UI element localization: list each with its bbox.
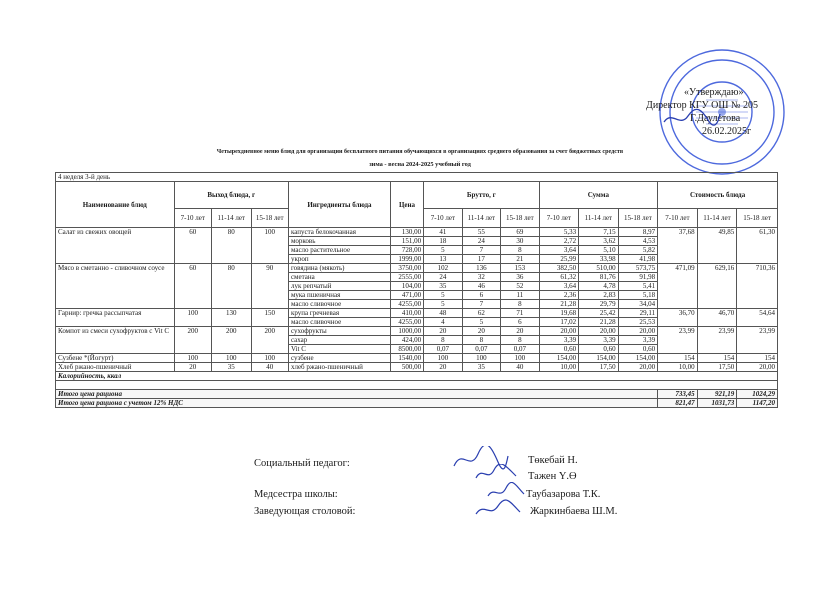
table-row bbox=[56, 363, 778, 372]
ingredient-name: мука пшеничная bbox=[288, 291, 390, 300]
dish-cost: 17,50 bbox=[697, 363, 737, 372]
sum-value: 5,33 bbox=[539, 228, 579, 237]
brutto-value: 100 bbox=[501, 354, 539, 363]
sum-value: 382,50 bbox=[539, 264, 579, 273]
dish-name: Сузбене *(Йогурт) bbox=[56, 354, 175, 363]
week-label: 4 неделя 3-й день bbox=[56, 173, 778, 182]
header-age: 11-14 лет bbox=[579, 209, 619, 228]
header-dish: Наименование блюд bbox=[56, 182, 175, 228]
canteen-head-label: Заведующая столовой: bbox=[254, 506, 356, 517]
dish-name: Хлеб ржано-пшеничный bbox=[56, 363, 175, 372]
brutto-value: 21 bbox=[501, 255, 539, 264]
dish-output: 100 bbox=[251, 354, 288, 363]
dish-output: 100 bbox=[174, 309, 211, 327]
brutto-value: 41 bbox=[424, 228, 462, 237]
ingredient-name: капуста белокочанная bbox=[288, 228, 390, 237]
sum-value: 510,00 bbox=[579, 264, 619, 273]
total-label: Итого цена рациона bbox=[56, 390, 658, 399]
ingredient-name: сухофрукты bbox=[288, 327, 390, 336]
brutto-value: 46 bbox=[462, 282, 500, 291]
dish-cost: 23,99 bbox=[697, 327, 737, 354]
sum-value: 29,79 bbox=[579, 300, 619, 309]
approval-name: Г.Даулетова bbox=[690, 113, 741, 124]
dish-cost: 710,36 bbox=[737, 264, 778, 309]
ingredient-name: сузбене bbox=[288, 354, 390, 363]
ingredient-price: 1540,00 bbox=[390, 354, 423, 363]
brutto-value: 100 bbox=[424, 354, 462, 363]
brutto-value: 4 bbox=[424, 318, 462, 327]
dish-output: 100 bbox=[251, 228, 288, 264]
ingredient-name: крупа гречневая bbox=[288, 309, 390, 318]
header-age: 15-18 лет bbox=[618, 209, 658, 228]
ingredient-price: 410,00 bbox=[390, 309, 423, 318]
brutto-value: 6 bbox=[462, 291, 500, 300]
sum-value: 33,98 bbox=[579, 255, 619, 264]
sum-value: 34,04 bbox=[618, 300, 658, 309]
ingredient-price: 4255,00 bbox=[390, 300, 423, 309]
sum-value: 0,60 bbox=[618, 345, 658, 354]
dish-name: Мясо в сметанно - сливочном соусе bbox=[56, 264, 175, 309]
header-output: Выход блюда, г bbox=[174, 182, 288, 209]
header-age: 11-14 лет bbox=[462, 209, 500, 228]
sum-value: 3,39 bbox=[539, 336, 579, 345]
dish-cost: 49,85 bbox=[697, 228, 737, 264]
ingredient-name: сметана bbox=[288, 273, 390, 282]
brutto-value: 24 bbox=[462, 237, 500, 246]
sum-value: 5,18 bbox=[618, 291, 658, 300]
brutto-value: 62 bbox=[462, 309, 500, 318]
table-row bbox=[56, 327, 778, 336]
brutto-value: 35 bbox=[462, 363, 500, 372]
dish-cost: 54,64 bbox=[737, 309, 778, 327]
approval-date: 26.02.2025г bbox=[702, 126, 752, 137]
header-row-1 bbox=[56, 182, 778, 209]
ingredient-price: 4255,00 bbox=[390, 318, 423, 327]
dish-output: 100 bbox=[212, 354, 252, 363]
brutto-value: 100 bbox=[462, 354, 500, 363]
dish-cost: 46,70 bbox=[697, 309, 737, 327]
dish-cost: 154 bbox=[658, 354, 698, 363]
sum-value: 154,00 bbox=[539, 354, 579, 363]
brutto-value: 20 bbox=[424, 327, 462, 336]
ingredient-name: лук репчатый bbox=[288, 282, 390, 291]
dish-cost: 471,09 bbox=[658, 264, 698, 309]
sum-value: 41,98 bbox=[618, 255, 658, 264]
brutto-value: 20 bbox=[462, 327, 500, 336]
ingredient-price: 8500,00 bbox=[390, 345, 423, 354]
ingredient-price: 471,00 bbox=[390, 291, 423, 300]
sum-value: 0,60 bbox=[579, 345, 619, 354]
ingredient-name: Vit C bbox=[288, 345, 390, 354]
dish-name: Гарнир: гречка рассыпчатая bbox=[56, 309, 175, 327]
table-row bbox=[56, 309, 778, 318]
header-age: 11-14 лет bbox=[212, 209, 252, 228]
social-pedagogue-name-1: Төкебай Н. bbox=[528, 455, 578, 466]
title-line-1: Четырехдневное меню блюд для организации бесплатного питания обучающихся в организациях среднего образования за счет бюджетных средств bbox=[216, 149, 624, 155]
brutto-value: 17 bbox=[462, 255, 500, 264]
sum-value: 154,00 bbox=[579, 354, 619, 363]
sum-value: 29,11 bbox=[618, 309, 658, 318]
brutto-value: 52 bbox=[501, 282, 539, 291]
approval-heading: «Утверждаю» bbox=[684, 87, 744, 98]
total-vat-value: 821,47 bbox=[658, 399, 698, 408]
total-row bbox=[56, 390, 778, 399]
menu-table bbox=[55, 172, 778, 408]
dish-name: Компот из смеси сухофруктов с Vit С bbox=[56, 327, 175, 354]
ingredient-price: 1999,00 bbox=[390, 255, 423, 264]
header-age: 11-14 лет bbox=[697, 209, 737, 228]
ingredient-name: говядина (мякоть) bbox=[288, 264, 390, 273]
header-ingredients: Ингредиенты блюда bbox=[288, 182, 390, 228]
total-vat-value: 1031,73 bbox=[697, 399, 737, 408]
brutto-value: 0,07 bbox=[424, 345, 462, 354]
brutto-value: 8 bbox=[501, 246, 539, 255]
brutto-value: 5 bbox=[462, 318, 500, 327]
spacer-row bbox=[56, 381, 778, 390]
brutto-value: 8 bbox=[462, 336, 500, 345]
sum-value: 5,82 bbox=[618, 246, 658, 255]
sum-value: 25,42 bbox=[579, 309, 619, 318]
document-title bbox=[150, 148, 690, 169]
brutto-value: 8 bbox=[501, 300, 539, 309]
dish-output: 40 bbox=[251, 363, 288, 372]
sum-value: 19,68 bbox=[539, 309, 579, 318]
brutto-value: 48 bbox=[424, 309, 462, 318]
sum-value: 91,98 bbox=[618, 273, 658, 282]
sum-value: 21,28 bbox=[539, 300, 579, 309]
header-sum: Сумма bbox=[539, 182, 658, 209]
ingredient-price: 2555,00 bbox=[390, 273, 423, 282]
brutto-value: 8 bbox=[424, 336, 462, 345]
sum-value: 2,83 bbox=[579, 291, 619, 300]
sum-value: 10,00 bbox=[539, 363, 579, 372]
sum-value: 5,10 bbox=[579, 246, 619, 255]
dish-cost: 10,00 bbox=[658, 363, 698, 372]
header-cost: Стоимость блюда bbox=[658, 182, 778, 209]
dish-output: 60 bbox=[174, 228, 211, 264]
dish-cost: 23,99 bbox=[737, 327, 778, 354]
brutto-value: 8 bbox=[501, 336, 539, 345]
table-row bbox=[56, 354, 778, 363]
dish-output: 80 bbox=[212, 228, 252, 264]
brutto-value: 18 bbox=[424, 237, 462, 246]
brutto-value: 0,07 bbox=[462, 345, 500, 354]
header-age: 7-10 лет bbox=[424, 209, 462, 228]
ingredient-price: 3750,00 bbox=[390, 264, 423, 273]
dish-output: 35 bbox=[212, 363, 252, 372]
sum-value: 25,53 bbox=[618, 318, 658, 327]
sum-value: 81,76 bbox=[579, 273, 619, 282]
table-row bbox=[56, 228, 778, 237]
social2-signature-icon bbox=[474, 464, 518, 484]
header-brutto: Брутто, г bbox=[424, 182, 539, 209]
sum-value: 2,36 bbox=[539, 291, 579, 300]
header-age: 15-18 лет bbox=[501, 209, 539, 228]
sum-value: 154,00 bbox=[618, 354, 658, 363]
header-age: 7-10 лет bbox=[539, 209, 579, 228]
dish-output: 80 bbox=[212, 264, 252, 309]
brutto-value: 36 bbox=[501, 273, 539, 282]
sum-value: 17,50 bbox=[579, 363, 619, 372]
header-age: 15-18 лет bbox=[737, 209, 778, 228]
total-vat-row bbox=[56, 399, 778, 408]
dish-cost: 154 bbox=[697, 354, 737, 363]
ingredient-name: масло сливочное bbox=[288, 318, 390, 327]
title-line-2: зима - весна 2024-2025 учебный год bbox=[369, 161, 471, 168]
sum-value: 3,62 bbox=[579, 237, 619, 246]
sum-value: 4,78 bbox=[579, 282, 619, 291]
dish-name: Салат из свежих овощей bbox=[56, 228, 175, 264]
brutto-value: 20 bbox=[424, 363, 462, 372]
dish-output: 200 bbox=[251, 327, 288, 354]
dish-cost: 61,30 bbox=[737, 228, 778, 264]
sum-value: 7,15 bbox=[579, 228, 619, 237]
dish-output: 200 bbox=[174, 327, 211, 354]
dish-output: 200 bbox=[212, 327, 252, 354]
dish-cost: 36,70 bbox=[658, 309, 698, 327]
brutto-value: 0,07 bbox=[501, 345, 539, 354]
sum-value: 61,32 bbox=[539, 273, 579, 282]
canteen-head-name: Жаркинбаева Ш.М. bbox=[530, 506, 618, 517]
calories-label: Калорийность, ккал bbox=[56, 372, 778, 381]
sum-value: 20,00 bbox=[579, 327, 619, 336]
brutto-value: 71 bbox=[501, 309, 539, 318]
sum-value: 20,00 bbox=[618, 327, 658, 336]
brutto-value: 13 bbox=[424, 255, 462, 264]
sum-value: 0,60 bbox=[539, 345, 579, 354]
menu-body bbox=[56, 228, 778, 372]
total-vat-value: 1147,20 bbox=[737, 399, 778, 408]
dish-output: 130 bbox=[212, 309, 252, 327]
sum-value: 3,64 bbox=[539, 246, 579, 255]
social-pedagogue-name-2: Тажен Ү.Ө bbox=[528, 471, 577, 482]
sum-value: 3,39 bbox=[579, 336, 619, 345]
dish-output: 90 bbox=[251, 264, 288, 309]
sum-value: 5,41 bbox=[618, 282, 658, 291]
sum-value: 4,53 bbox=[618, 237, 658, 246]
ingredient-name: укроп bbox=[288, 255, 390, 264]
ingredient-price: 424,00 bbox=[390, 336, 423, 345]
nurse-name: Таубазарова Т.К. bbox=[526, 489, 601, 500]
canteen-signature-icon bbox=[474, 498, 522, 520]
nurse-label: Медсестра школы: bbox=[254, 489, 338, 500]
spacer-cell bbox=[56, 381, 778, 390]
brutto-value: 7 bbox=[462, 246, 500, 255]
ingredient-price: 151,00 bbox=[390, 237, 423, 246]
sum-value: 17,02 bbox=[539, 318, 579, 327]
brutto-value: 5 bbox=[424, 291, 462, 300]
ingredient-price: 1000,00 bbox=[390, 327, 423, 336]
sum-value: 3,64 bbox=[539, 282, 579, 291]
sum-value: 573,75 bbox=[618, 264, 658, 273]
week-row bbox=[56, 173, 778, 182]
approval-director: Директор КГУ ОШ № 205 bbox=[646, 100, 758, 111]
brutto-value: 136 bbox=[462, 264, 500, 273]
sum-value: 2,72 bbox=[539, 237, 579, 246]
ingredient-name: морковь bbox=[288, 237, 390, 246]
header-age: 7-10 лет bbox=[658, 209, 698, 228]
sum-value: 20,00 bbox=[539, 327, 579, 336]
brutto-value: 69 bbox=[501, 228, 539, 237]
ingredient-price: 104,00 bbox=[390, 282, 423, 291]
header-age: 15-18 лет bbox=[251, 209, 288, 228]
ingredient-name: масло растительное bbox=[288, 246, 390, 255]
dish-cost: 20,00 bbox=[737, 363, 778, 372]
header-age: 7-10 лет bbox=[174, 209, 211, 228]
brutto-value: 5 bbox=[424, 246, 462, 255]
calories-row bbox=[56, 372, 778, 381]
brutto-value: 24 bbox=[424, 273, 462, 282]
brutto-value: 153 bbox=[501, 264, 539, 273]
brutto-value: 102 bbox=[424, 264, 462, 273]
sum-value: 8,97 bbox=[618, 228, 658, 237]
ingredient-name: масло сливочное bbox=[288, 300, 390, 309]
brutto-value: 5 bbox=[424, 300, 462, 309]
ingredient-price: 130,00 bbox=[390, 228, 423, 237]
brutto-value: 35 bbox=[424, 282, 462, 291]
sum-value: 20,00 bbox=[618, 363, 658, 372]
dish-output: 60 bbox=[174, 264, 211, 309]
brutto-value: 32 bbox=[462, 273, 500, 282]
brutto-value: 11 bbox=[501, 291, 539, 300]
dish-cost: 23,99 bbox=[658, 327, 698, 354]
sum-value: 21,28 bbox=[579, 318, 619, 327]
ingredient-name: хлеб ржано-пшеничный bbox=[288, 363, 390, 372]
director-signature-icon bbox=[662, 106, 722, 130]
ingredient-price: 728,00 bbox=[390, 246, 423, 255]
dish-cost: 154 bbox=[737, 354, 778, 363]
brutto-value: 20 bbox=[501, 327, 539, 336]
header-price: Цена bbox=[390, 182, 423, 228]
table-row bbox=[56, 264, 778, 273]
brutto-value: 40 bbox=[501, 363, 539, 372]
social-pedagogue-label: Социальный педагог: bbox=[254, 458, 350, 469]
total-value: 1024,29 bbox=[737, 390, 778, 399]
dish-cost: 629,16 bbox=[697, 264, 737, 309]
brutto-value: 6 bbox=[501, 318, 539, 327]
total-value: 733,45 bbox=[658, 390, 698, 399]
sum-value: 25,99 bbox=[539, 255, 579, 264]
dish-output: 20 bbox=[174, 363, 211, 372]
brutto-value: 7 bbox=[462, 300, 500, 309]
ingredient-price: 500,00 bbox=[390, 363, 423, 372]
dish-cost: 37,68 bbox=[658, 228, 698, 264]
brutto-value: 30 bbox=[501, 237, 539, 246]
dish-output: 150 bbox=[251, 309, 288, 327]
total-vat-label: Итого цена рациона с учетом 12% НДС bbox=[56, 399, 658, 408]
total-value: 921,19 bbox=[697, 390, 737, 399]
dish-output: 100 bbox=[174, 354, 211, 363]
ingredient-name: сахар bbox=[288, 336, 390, 345]
sum-value: 3,39 bbox=[618, 336, 658, 345]
brutto-value: 55 bbox=[462, 228, 500, 237]
